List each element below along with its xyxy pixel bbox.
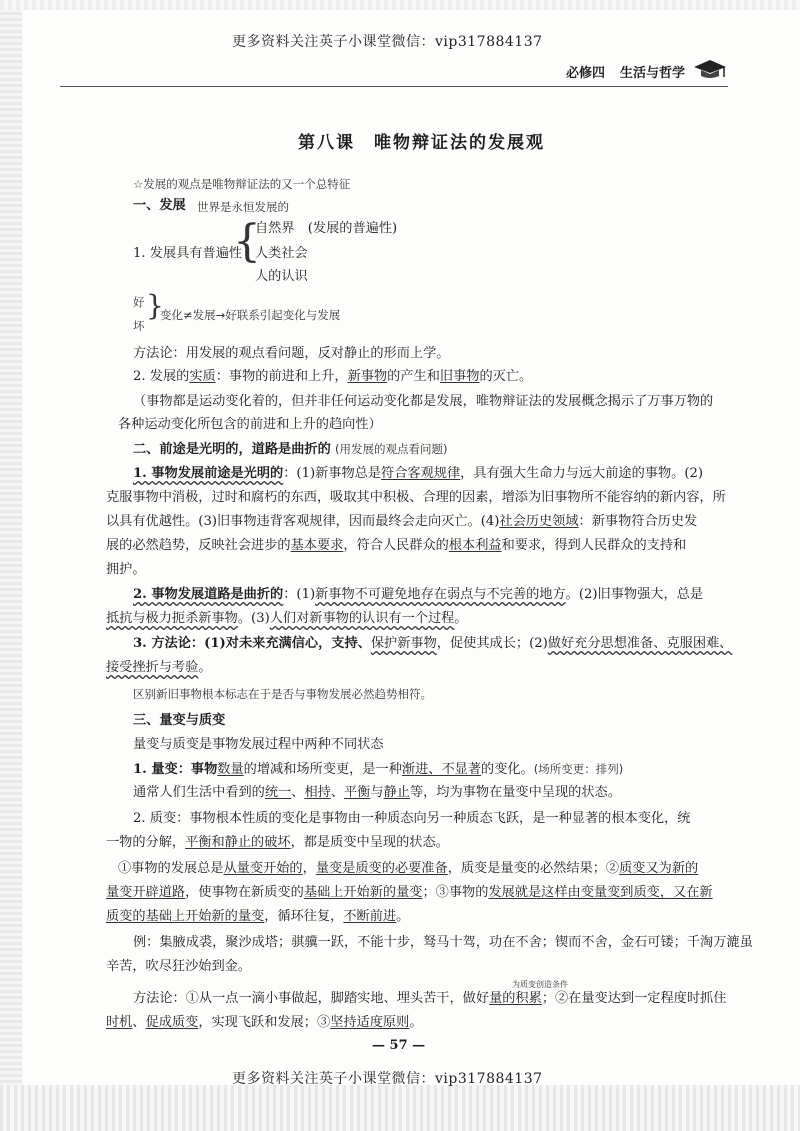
s3-q1-line2-c: 、 xyxy=(291,785,305,800)
scan-edge-bottom xyxy=(0,1085,800,1131)
s3-rel1-a: ①事物的发展总是 xyxy=(118,861,224,876)
s2-p1-line3 xyxy=(106,513,697,531)
s2-p1-line5: 拥护。 xyxy=(106,562,146,577)
item-2-new: 新事物 xyxy=(347,369,388,384)
s2-p1-b: ：(1)新事物总是 xyxy=(283,466,382,481)
s3-q1-line2-b: 统一 xyxy=(264,785,292,800)
s3-rel2-a: 量变开辟道路 xyxy=(106,885,186,900)
s3-q2-line2 xyxy=(106,834,449,852)
s3-rel-line1 xyxy=(118,860,698,878)
header-rule xyxy=(60,86,728,87)
s2-p1-line4 xyxy=(106,537,686,555)
s3-m2-c: 促成质变 xyxy=(145,1015,199,1030)
s3-m2-e: 坚持适度原则 xyxy=(330,1015,410,1030)
s2-p2-line2-d: 。 xyxy=(454,611,468,626)
s2-p1-line2: 克服事物中消极，过时和腐朽的东西，吸取其中积极、合理的因素，增添为旧事物所不能容纳的新内容，所 xyxy=(106,490,726,505)
item-1-label: 1. 发展具有普遍性 xyxy=(133,246,243,261)
s2-p3-c: ，促使其成长；(2) xyxy=(436,636,548,651)
s3-q1-line2-d: 相持 xyxy=(304,785,331,800)
s3-q2-line2-c: ，都是质变中呈现的状态。 xyxy=(290,835,449,850)
s2-p2-d: 。(2)旧事物强大，总是 xyxy=(565,587,704,602)
s3-q1-line2-e: 、 xyxy=(330,785,344,800)
s3-intro: 量变与质变是事物发展过程中两种不同状态 xyxy=(133,737,384,752)
s2-p1-line1 xyxy=(133,465,703,483)
s3-rel2-c: 基础上开始新的量变 xyxy=(303,885,423,900)
s2-p1-line4-a: 展的必然趋势，反映社会进步的 xyxy=(106,538,291,553)
s3-q1-b: 数量 xyxy=(217,762,244,777)
section-1-heading: 一、发展 xyxy=(133,198,186,213)
s3-q1-c: 的增减和场所变更，是一种 xyxy=(243,762,402,777)
s3-rel3-d: 。 xyxy=(396,909,410,924)
s3-q2-line2-a: 一物的分解， xyxy=(106,835,186,850)
s2-p1-key: 1. 事物发展前途是光明的 xyxy=(133,466,284,481)
handwritten-small-note: 为质变创造条件 xyxy=(512,980,568,989)
s2-p3-a: 3. 方法论：(1)对未来充满信心，支持、 xyxy=(133,636,371,651)
s3-rel2-b: ，使事物在新质变的 xyxy=(185,885,304,900)
s2-p1-line3-c: ：新事物符合历史发 xyxy=(578,514,698,529)
s3-q1-handwritten-note: (场所变更：排列) xyxy=(533,762,624,776)
s3-rel3-a: 质变的基础上开始新的量变 xyxy=(106,909,265,924)
scan-edge-left xyxy=(0,0,22,1131)
s2-p3-line2-text: 接受挫折与考验 xyxy=(106,660,199,675)
s3-rel1-f: 质变又为新的 xyxy=(619,861,699,876)
s3-example-line2: 辛苦，吹尽狂沙始到金。 xyxy=(106,959,252,974)
s3-rel3-b: ，循环往复， xyxy=(264,909,344,924)
handwritten-bad: 坏 xyxy=(133,319,145,333)
handwritten-change-note: 变化≠发展→好联系引起变化与发展 xyxy=(160,308,341,322)
lesson-title: 第八课 唯物辩证法的发展观 xyxy=(298,133,545,153)
s2-p2-line2-b: 。(3) xyxy=(237,611,270,626)
handwritten-note-distinction: 区别新旧事物根本标志在于是否与事物发展必然趋势相符。 xyxy=(133,687,432,701)
s3-rel-line2 xyxy=(106,884,713,902)
watermark-bottom: 更多资料关注英子小课堂微信：vip317884137 xyxy=(232,1071,543,1087)
graduation-cap-icon xyxy=(692,58,728,84)
s2-p1-line4-c: ，符合人民群众的 xyxy=(343,538,449,553)
page-number: — 57 — xyxy=(372,1038,426,1053)
section-2-handwritten-note: (用发展的观点看问题) xyxy=(335,442,448,456)
s2-p3-line2-end: 。 xyxy=(198,660,212,675)
s2-p1-line4-d: 根本利益 xyxy=(448,538,502,553)
s2-p2-key: 2. 事物发展道路是曲折的 xyxy=(133,587,284,602)
item-2-key: 实质 xyxy=(189,369,216,384)
section-2-heading-row xyxy=(133,440,448,459)
s3-example-line1: 例：集腋成裘，聚沙成塔；骐骥一跃，不能十步，驽马十驾，功在不舍；锲而不舍，金石可镂；千淘万漉虽 xyxy=(133,935,753,950)
s3-rel1-c: ， xyxy=(302,861,316,876)
s2-p2-line2-a: 抵抗与极力扼杀新事物 xyxy=(106,611,238,626)
s3-method-line2 xyxy=(106,1014,423,1032)
s2-p2-c: 新事物不可避免地存在弱点与不完善的地方 xyxy=(315,587,566,602)
s3-method-line1 xyxy=(133,990,726,1008)
item-2-mid2: 的产生和 xyxy=(387,369,440,384)
s2-p3-d: 做好充分思想准备、克服困难、 xyxy=(547,636,733,651)
s2-p2-line2 xyxy=(106,610,468,628)
s2-p1-line4-e: 和要求，得到人民群众的支持和 xyxy=(501,538,687,553)
s3-q1-line2-h: 静止 xyxy=(383,785,410,800)
s3-q1-e: 的变化。 xyxy=(481,762,534,777)
item-2-num: 2. 发展的 xyxy=(133,369,190,384)
paren-line-2: 各种运动变化所包含的前进和上升的趋向性） xyxy=(118,417,382,432)
method-1: 方法论：用发展的观点看问题，反对静止的形而上学。 xyxy=(133,346,450,361)
s3-rel1-e: ，质变是量变的必然结果；② xyxy=(447,861,620,876)
s3-rel1-d: 量变是质变的必要准备 xyxy=(315,861,448,876)
s2-p1-d: ，具有强大生命力与远大前途的事物。(2) xyxy=(460,466,704,481)
s3-m2-f: 。 xyxy=(409,1015,423,1030)
item-2-mid: ：事物的前进和上升， xyxy=(215,369,348,384)
s2-p3-b: 保护新事物 xyxy=(370,636,437,651)
watermark-top: 更多资料关注英子小课堂微信：vip317884137 xyxy=(232,34,543,50)
s3-m2-b: 、 xyxy=(132,1015,146,1030)
s2-p1-c: 符合客观规律 xyxy=(381,466,461,481)
s3-m2-d: ，实现飞跃和发展；③ xyxy=(198,1015,331,1030)
branch-cognition: 人的认识 xyxy=(255,269,308,284)
handwritten-note-intro: ☆发展的观点是唯物辩证法的又一个总特征 xyxy=(133,177,351,191)
header-book: 必修四 xyxy=(566,66,606,81)
header-subject: 生活与哲学 xyxy=(620,66,686,81)
item-2-end: 的灭亡。 xyxy=(479,369,533,384)
brace-small: } xyxy=(146,289,164,322)
s2-p2-b: ：(1) xyxy=(283,587,316,602)
s3-q2-line1: 2. 质变：事物根本性质的变化是事物由一种质态向另一种质态飞跃，是一种显著的根本变化，统 xyxy=(133,811,691,826)
s3-m1-c: ；②在量变达到一定程度时抓住 xyxy=(541,991,727,1006)
s3-rel2-e: 发展就是这样由变量变到质变，又在新 xyxy=(488,885,713,900)
s2-p3-line1 xyxy=(133,635,732,653)
s2-p1-line4-b: 基本要求 xyxy=(290,538,344,553)
s3-rel-line3 xyxy=(106,908,409,926)
s3-rel3-c: 不断前进 xyxy=(343,909,397,924)
s3-q1-line2-i: 等，均为事物在量变中呈现的状态。 xyxy=(409,785,621,800)
item-2-old: 旧事物 xyxy=(439,369,480,384)
s3-m1-b: 量的积累 xyxy=(489,991,542,1006)
s2-p1-line3-a: 以具有优越性。(3)旧事物违背客观规律，因而最终会走向灭亡。(4) xyxy=(106,514,500,529)
item-2 xyxy=(133,368,532,386)
s2-p2-line1 xyxy=(133,586,703,604)
s2-p3-line2 xyxy=(106,659,212,677)
scan-edge-top xyxy=(0,0,800,10)
s2-p1-line3-b: 社会历史领域 xyxy=(499,514,579,529)
s3-m2-a: 时机 xyxy=(106,1015,133,1030)
s3-q1-a: 1. 量变：事物 xyxy=(133,762,218,777)
section-1-handwritten-note: 世界是永恒发展的 xyxy=(197,200,289,214)
section-3-heading: 三、量变与质变 xyxy=(133,713,226,728)
handwritten-good: 好 xyxy=(133,295,145,309)
s3-rel2-d: ；③事物的 xyxy=(422,885,489,900)
s2-p2-line2-c: 人们对新事物的认识有一个过程 xyxy=(269,611,455,626)
paren-line-1: （事物都是运动变化着的，但并非任何运动变化都是发展，唯物辩证法的发展概念揭示了万事万物的 xyxy=(133,394,714,409)
section-2-heading: 二、前途是光明的，道路是曲折的 xyxy=(133,442,331,457)
s3-q1-d: 渐进、不显著 xyxy=(401,762,482,777)
s3-m1-a: 方法论：①从一点一滴小事做起，脚踏实地、埋头苦干，做好 xyxy=(133,991,490,1006)
branch-nature: 自然界 (发展的普遍性) xyxy=(255,221,398,236)
s3-q1-line2-g: 与 xyxy=(370,785,384,800)
s3-q2-line2-b: 平衡和静止的破坏 xyxy=(185,835,291,850)
s3-q1-line2-f: 平衡 xyxy=(344,785,371,800)
branch-society: 人类社会 xyxy=(255,246,308,261)
brace-left: { xyxy=(233,216,261,267)
s3-rel1-b: 从量变开始的 xyxy=(223,861,303,876)
s3-q1-line2-a: 通常人们生活中看到的 xyxy=(133,785,265,800)
s3-q1-line2 xyxy=(133,784,621,802)
s3-q1-line1 xyxy=(133,760,623,779)
